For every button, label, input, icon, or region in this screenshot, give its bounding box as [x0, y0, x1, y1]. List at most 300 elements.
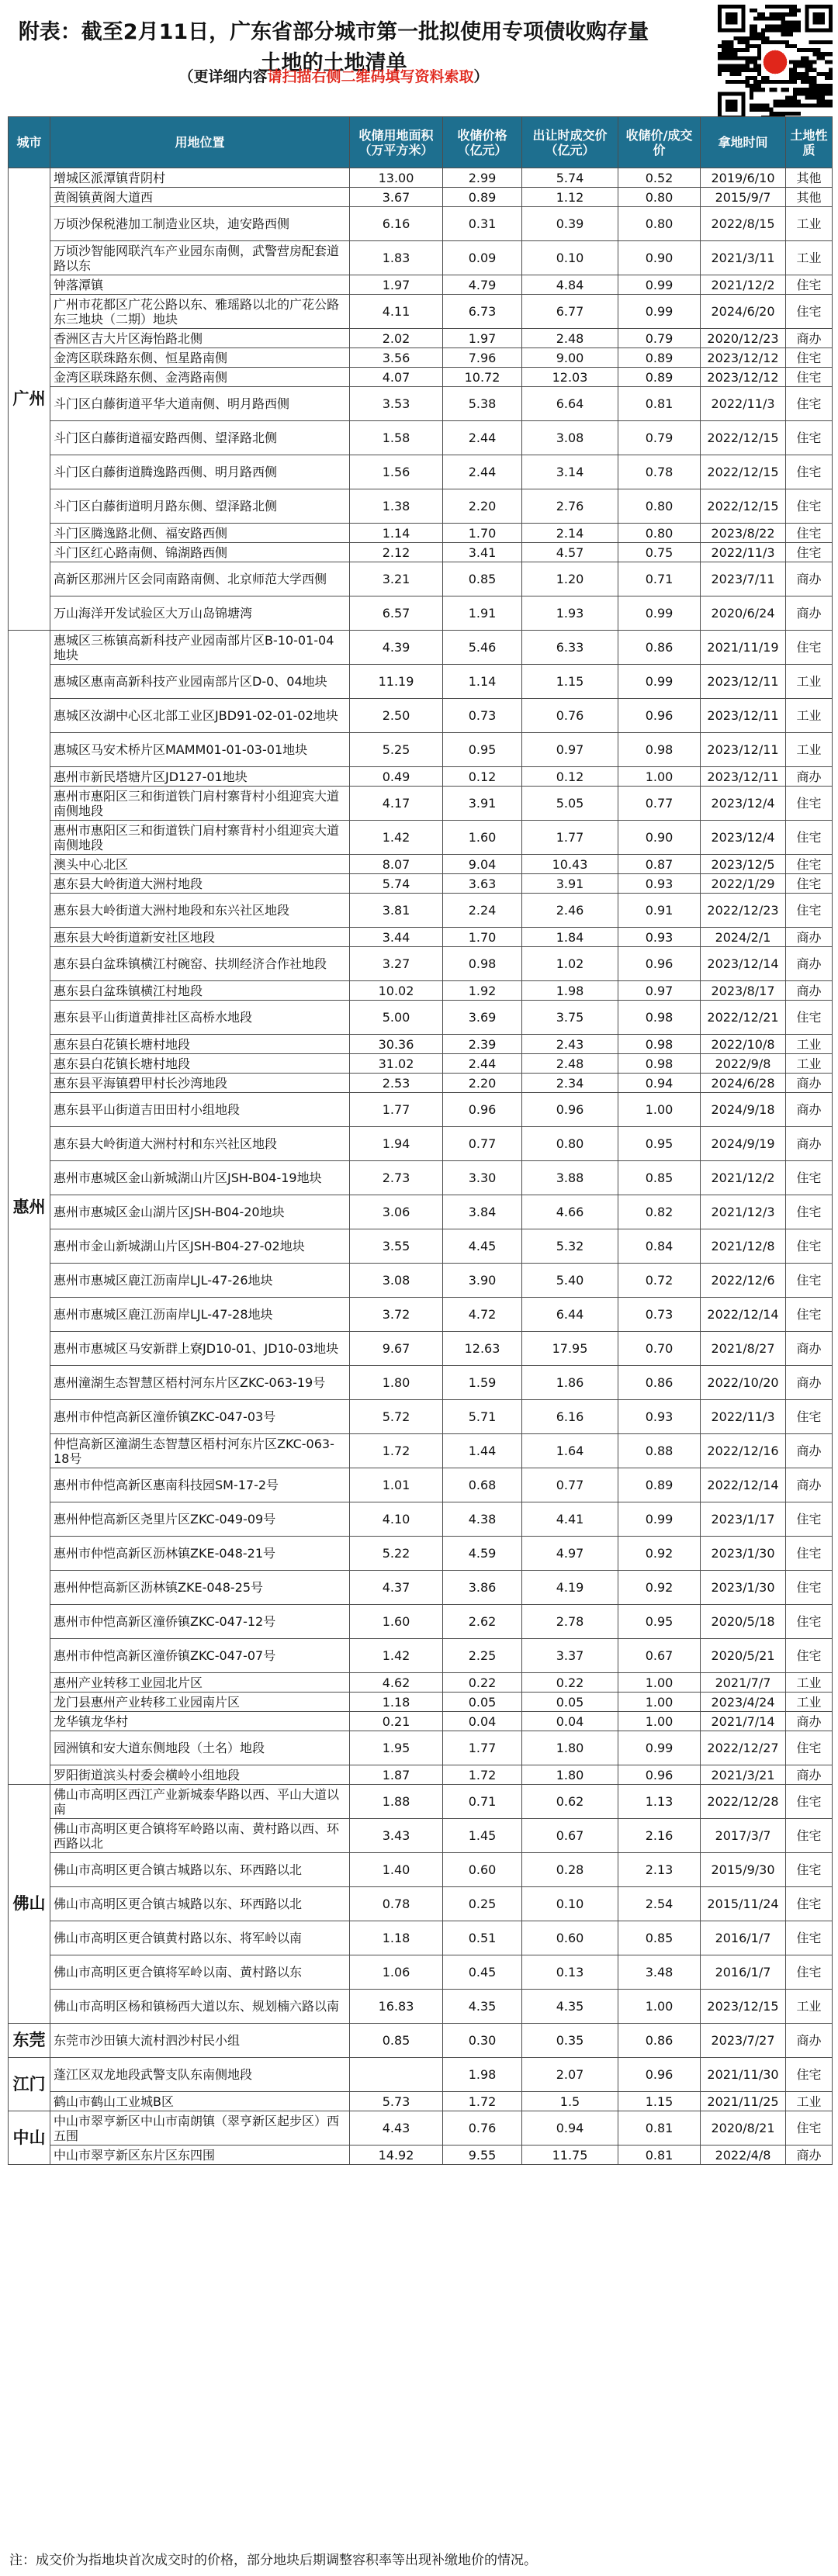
- location-cell: 惠东县白花镇长塘村地段: [50, 1035, 350, 1054]
- table-row: [9, 631, 833, 665]
- type-cell: 工业: [786, 665, 833, 699]
- price-cell: 3.90: [443, 1264, 522, 1298]
- location-cell: 惠城区惠南高新科技产业园南部片区D-0、04地块: [50, 665, 350, 699]
- price-cell: 0.60: [443, 1853, 522, 1887]
- date-cell: 2016/1/7: [701, 1955, 786, 1990]
- price-cell: 0.68: [443, 1468, 522, 1502]
- location-cell: 佛山市高明区更合镇将军岭路以南、黄村路以西、环西路以北: [50, 1819, 350, 1853]
- deal-price-cell: 2.48: [522, 329, 618, 348]
- location-cell: 惠州产业转移工业园北片区: [50, 1673, 350, 1693]
- price-cell: 3.91: [443, 787, 522, 821]
- price-cell: 0.95: [443, 733, 522, 767]
- location-cell: 佛山市高明区西江产业新城泰华路以西、平山大道以南: [50, 1785, 350, 1819]
- date-cell: 2022/11/3: [701, 387, 786, 421]
- table-row: [9, 1853, 833, 1887]
- column-header: 收储价/成交价: [618, 117, 701, 168]
- price-cell: 2.44: [443, 1054, 522, 1074]
- area-cell: 0.49: [350, 767, 443, 787]
- ratio-cell: 0.91: [618, 894, 701, 928]
- date-cell: 2023/8/17: [701, 981, 786, 1001]
- type-cell: 住宅: [786, 1537, 833, 1571]
- price-cell: 6.73: [443, 295, 522, 329]
- price-cell: 1.70: [443, 928, 522, 947]
- price-cell: 1.60: [443, 821, 522, 855]
- date-cell: 2021/3/11: [701, 241, 786, 275]
- area-cell: 1.18: [350, 1693, 443, 1712]
- location-cell: 惠州市仲恺高新区潼侨镇ZKC-047-03号: [50, 1400, 350, 1434]
- type-cell: 工业: [786, 1035, 833, 1054]
- table-row: [9, 368, 833, 387]
- price-cell: 0.30: [443, 2024, 522, 2058]
- ratio-cell: 0.98: [618, 1035, 701, 1054]
- deal-price-cell: 4.66: [522, 1195, 618, 1229]
- ratio-cell: 0.86: [618, 2024, 701, 2058]
- column-header: 用地位置: [50, 117, 350, 168]
- location-cell: 惠州潼湖生态智慧区梧村河东片区ZKC-063-19号: [50, 1366, 350, 1400]
- price-cell: 1.72: [443, 1765, 522, 1785]
- area-cell: 3.67: [350, 188, 443, 207]
- location-cell: 惠东县平山街道吉田田村小组地段: [50, 1093, 350, 1127]
- area-cell: 0.85: [350, 2024, 443, 2058]
- type-cell: 住宅: [786, 1887, 833, 1921]
- area-cell: 5.25: [350, 733, 443, 767]
- table-row: [9, 699, 833, 733]
- table-row: [9, 894, 833, 928]
- area-cell: 3.81: [350, 894, 443, 928]
- date-cell: 2016/1/7: [701, 1921, 786, 1955]
- city-cell: 佛山: [9, 1785, 50, 2024]
- city-cell: 惠州: [9, 631, 50, 1785]
- table-row: [9, 1035, 833, 1054]
- location-cell: 惠州市仲恺高新区潼侨镇ZKC-047-07号: [50, 1639, 350, 1673]
- location-cell: 惠东县白花镇长塘村地段: [50, 1054, 350, 1074]
- type-cell: 商办: [786, 1093, 833, 1127]
- area-cell: 11.19: [350, 665, 443, 699]
- location-cell: 惠东县大岭街道大洲村地段: [50, 874, 350, 894]
- ratio-cell: 0.99: [618, 275, 701, 295]
- table-row: [9, 1468, 833, 1502]
- ratio-cell: 0.96: [618, 947, 701, 981]
- location-cell: 斗门区白藤街道明月路东侧、望泽路北侧: [50, 489, 350, 524]
- type-cell: 住宅: [786, 1819, 833, 1853]
- deal-price-cell: 2.34: [522, 1074, 618, 1093]
- deal-price-cell: 6.33: [522, 631, 618, 665]
- price-cell: 1.72: [443, 2092, 522, 2111]
- ratio-cell: 1.00: [618, 1673, 701, 1693]
- date-cell: 2022/9/8: [701, 1054, 786, 1074]
- area-cell: 3.72: [350, 1298, 443, 1332]
- ratio-cell: 0.71: [618, 562, 701, 596]
- deal-price-cell: 0.97: [522, 733, 618, 767]
- land-table: [8, 116, 833, 2165]
- date-cell: 2023/1/30: [701, 1537, 786, 1571]
- ratio-cell: 0.99: [618, 665, 701, 699]
- deal-price-cell: 1.86: [522, 1366, 618, 1400]
- ratio-cell: 2.16: [618, 1819, 701, 1853]
- price-cell: 0.04: [443, 1712, 522, 1731]
- ratio-cell: 0.75: [618, 543, 701, 562]
- price-cell: 2.62: [443, 1605, 522, 1639]
- location-cell: 惠东县白盆珠镇横江村碗窑、扶圳经济合作社地段: [50, 947, 350, 981]
- document-subtitle: [16, 65, 652, 88]
- type-cell: 商办: [786, 947, 833, 981]
- footnote: 注：成交价为指地块首次成交时的价格，部分地块后期调整容积率等出现补缴地价的情况。: [9, 2553, 537, 2568]
- type-cell: 商办: [786, 1074, 833, 1093]
- deal-price-cell: 1.93: [522, 596, 618, 631]
- type-cell: 住宅: [786, 1195, 833, 1229]
- type-cell: 住宅: [786, 1502, 833, 1537]
- area-cell: 1.72: [350, 1434, 443, 1468]
- type-cell: 商办: [786, 2146, 833, 2165]
- type-cell: 工业: [786, 1693, 833, 1712]
- price-cell: 5.38: [443, 387, 522, 421]
- type-cell: 工业: [786, 1054, 833, 1074]
- type-cell: 住宅: [786, 2111, 833, 2146]
- deal-price-cell: 6.77: [522, 295, 618, 329]
- date-cell: 2021/3/21: [701, 1765, 786, 1785]
- deal-price-cell: 0.76: [522, 699, 618, 733]
- date-cell: 2024/9/19: [701, 1127, 786, 1161]
- deal-price-cell: 11.75: [522, 2146, 618, 2165]
- area-cell: 3.44: [350, 928, 443, 947]
- qr-code-icon[interactable]: [718, 5, 833, 119]
- type-cell: 商办: [786, 928, 833, 947]
- table-row: [9, 524, 833, 543]
- ratio-cell: 0.79: [618, 329, 701, 348]
- date-cell: 2022/11/3: [701, 543, 786, 562]
- type-cell: 住宅: [786, 631, 833, 665]
- ratio-cell: 0.96: [618, 2058, 701, 2092]
- table-row: [9, 787, 833, 821]
- table-row: [9, 562, 833, 596]
- location-cell: 惠城区马安术桥片区MAMM01-01-03-01地块: [50, 733, 350, 767]
- location-cell: 佛山市高明区更合镇黄村路以东、将军岭以南: [50, 1921, 350, 1955]
- type-cell: 商办: [786, 767, 833, 787]
- location-cell: 惠东县平山街道黄排社区高桥水地段: [50, 1001, 350, 1035]
- price-cell: 1.70: [443, 524, 522, 543]
- type-cell: 住宅: [786, 821, 833, 855]
- date-cell: 2024/6/28: [701, 1074, 786, 1093]
- type-cell: 住宅: [786, 1731, 833, 1765]
- price-cell: 9.55: [443, 2146, 522, 2165]
- deal-price-cell: 0.77: [522, 1468, 618, 1502]
- table-row: [9, 1887, 833, 1921]
- price-cell: 2.44: [443, 455, 522, 489]
- table-row: [9, 1712, 833, 1731]
- table-row: [9, 874, 833, 894]
- location-cell: 惠东县大岭街道新安社区地段: [50, 928, 350, 947]
- area-cell: 8.07: [350, 855, 443, 874]
- deal-price-cell: 4.57: [522, 543, 618, 562]
- ratio-cell: 0.92: [618, 1571, 701, 1605]
- area-cell: 6.16: [350, 207, 443, 241]
- area-cell: 3.55: [350, 1229, 443, 1264]
- ratio-cell: 0.94: [618, 1074, 701, 1093]
- date-cell: 2019/6/10: [701, 168, 786, 188]
- type-cell: 商办: [786, 1366, 833, 1400]
- type-cell: 住宅: [786, 489, 833, 524]
- area-cell: 1.40: [350, 1853, 443, 1887]
- location-cell: 仲恺高新区潼湖生态智慧区梧村河东片区ZKC-063-18号: [50, 1434, 350, 1468]
- price-cell: 1.14: [443, 665, 522, 699]
- table-row: [9, 1502, 833, 1537]
- table-row: [9, 489, 833, 524]
- date-cell: 2021/11/30: [701, 2058, 786, 2092]
- type-cell: 住宅: [786, 421, 833, 455]
- table-row: [9, 1001, 833, 1035]
- city-cell: 中山: [9, 2111, 50, 2165]
- area-cell: 1.42: [350, 821, 443, 855]
- table-row: [9, 1990, 833, 2024]
- table-row: [9, 188, 833, 207]
- deal-price-cell: 1.15: [522, 665, 618, 699]
- location-cell: 香洲区吉大片区海怡路北侧: [50, 329, 350, 348]
- header-row: [9, 117, 833, 168]
- table-row: [9, 1074, 833, 1093]
- area-cell: 1.60: [350, 1605, 443, 1639]
- price-cell: 0.98: [443, 947, 522, 981]
- type-cell: 住宅: [786, 874, 833, 894]
- deal-price-cell: 0.62: [522, 1785, 618, 1819]
- deal-price-cell: 2.76: [522, 489, 618, 524]
- price-cell: 0.96: [443, 1093, 522, 1127]
- area-cell: 2.53: [350, 1074, 443, 1093]
- table-row: [9, 1639, 833, 1673]
- deal-price-cell: 0.67: [522, 1819, 618, 1853]
- location-cell: 东莞市沙田镇大流村泗沙村民小组: [50, 2024, 350, 2058]
- table-row: [9, 733, 833, 767]
- deal-price-cell: 1.5: [522, 2092, 618, 2111]
- deal-price-cell: 1.20: [522, 562, 618, 596]
- ratio-cell: 0.99: [618, 1731, 701, 1765]
- ratio-cell: 0.93: [618, 874, 701, 894]
- location-cell: 惠州市新民塔塘片区JD127-01地块: [50, 767, 350, 787]
- price-cell: 0.31: [443, 207, 522, 241]
- date-cell: 2022/12/15: [701, 455, 786, 489]
- ratio-cell: 0.88: [618, 1434, 701, 1468]
- ratio-cell: 0.95: [618, 1127, 701, 1161]
- table-row: [9, 2058, 833, 2092]
- subtitle-prefix: （更详细内容: [178, 68, 268, 85]
- table-row: [9, 295, 833, 329]
- ratio-cell: 1.00: [618, 1093, 701, 1127]
- deal-price-cell: 0.13: [522, 1955, 618, 1990]
- column-header: 城市: [9, 117, 50, 168]
- date-cell: 2022/8/15: [701, 207, 786, 241]
- area-cell: 1.97: [350, 275, 443, 295]
- price-cell: 0.73: [443, 699, 522, 733]
- table-row: [9, 1955, 833, 1990]
- ratio-cell: 1.00: [618, 1990, 701, 2024]
- price-cell: 10.72: [443, 368, 522, 387]
- date-cell: 2020/5/18: [701, 1605, 786, 1639]
- ratio-cell: 0.72: [618, 1264, 701, 1298]
- location-cell: 龙门县惠州产业转移工业园南片区: [50, 1693, 350, 1712]
- price-cell: 1.91: [443, 596, 522, 631]
- ratio-cell: 1.00: [618, 767, 701, 787]
- type-cell: 其他: [786, 188, 833, 207]
- price-cell: 3.41: [443, 543, 522, 562]
- location-cell: 万顷沙保税港加工制造业区块，迪安路西侧: [50, 207, 350, 241]
- date-cell: 2021/12/8: [701, 1229, 786, 1264]
- table-row: [9, 1229, 833, 1264]
- deal-price-cell: 5.40: [522, 1264, 618, 1298]
- deal-price-cell: 0.10: [522, 1887, 618, 1921]
- date-cell: 2024/9/18: [701, 1093, 786, 1127]
- table-row: [9, 1298, 833, 1332]
- location-cell: 惠东县大岭街道大洲村村和东兴社区地段: [50, 1127, 350, 1161]
- price-cell: 0.22: [443, 1673, 522, 1693]
- type-cell: 住宅: [786, 1605, 833, 1639]
- table-row: [9, 2111, 833, 2146]
- price-cell: 1.97: [443, 329, 522, 348]
- date-cell: 2023/7/11: [701, 562, 786, 596]
- date-cell: 2022/4/8: [701, 2146, 786, 2165]
- deal-price-cell: 2.46: [522, 894, 618, 928]
- location-cell: 惠州市惠城区鹿江沥南岸LJL-47-28地块: [50, 1298, 350, 1332]
- location-cell: 惠州市仲恺高新区潼侨镇ZKC-047-12号: [50, 1605, 350, 1639]
- ratio-cell: 2.13: [618, 1853, 701, 1887]
- date-cell: 2022/10/8: [701, 1035, 786, 1054]
- area-cell: 1.56: [350, 455, 443, 489]
- date-cell: 2023/12/14: [701, 947, 786, 981]
- date-cell: 2021/7/7: [701, 1673, 786, 1693]
- ratio-cell: 0.86: [618, 631, 701, 665]
- location-cell: 中山市翠亨新区东片区东四围: [50, 2146, 350, 2165]
- deal-price-cell: 6.64: [522, 387, 618, 421]
- table-body: [9, 168, 833, 2165]
- deal-price-cell: 1.80: [522, 1731, 618, 1765]
- type-cell: 住宅: [786, 368, 833, 387]
- city-cell: 东莞: [9, 2024, 50, 2058]
- type-cell: 住宅: [786, 855, 833, 874]
- location-cell: 万山海洋开发试验区大万山岛锦塘湾: [50, 596, 350, 631]
- area-cell: 1.88: [350, 1785, 443, 1819]
- location-cell: 佛山市高明区杨和镇杨西大道以东、规划楠六路以南: [50, 1990, 350, 2024]
- location-cell: 高新区那洲片区会同南路南侧、北京师范大学西侧: [50, 562, 350, 596]
- type-cell: 住宅: [786, 543, 833, 562]
- ratio-cell: 0.89: [618, 1468, 701, 1502]
- type-cell: 商办: [786, 1127, 833, 1161]
- location-cell: 斗门区红心路南侧、锦湖路西侧: [50, 543, 350, 562]
- table-row: [9, 1537, 833, 1571]
- table-row: [9, 2146, 833, 2165]
- type-cell: 住宅: [786, 1921, 833, 1955]
- location-cell: 惠州市仲恺高新区惠南科技园SM-17-2号: [50, 1468, 350, 1502]
- type-cell: 商办: [786, 1468, 833, 1502]
- area-cell: 2.12: [350, 543, 443, 562]
- area-cell: [350, 2058, 443, 2092]
- deal-price-cell: 3.14: [522, 455, 618, 489]
- table-row: [9, 665, 833, 699]
- type-cell: 商办: [786, 1765, 833, 1785]
- price-cell: 0.51: [443, 1921, 522, 1955]
- deal-price-cell: 1.84: [522, 928, 618, 947]
- deal-price-cell: 6.44: [522, 1298, 618, 1332]
- area-cell: 1.14: [350, 524, 443, 543]
- table-row: [9, 168, 833, 188]
- area-cell: 31.02: [350, 1054, 443, 1074]
- date-cell: 2021/11/19: [701, 631, 786, 665]
- location-cell: 斗门区白藤街道腾逸路西侧、明月路西侧: [50, 455, 350, 489]
- deal-price-cell: 10.43: [522, 855, 618, 874]
- date-cell: 2021/12/3: [701, 1195, 786, 1229]
- price-cell: 1.98: [443, 2058, 522, 2092]
- city-cell: 江门: [9, 2058, 50, 2111]
- deal-price-cell: 3.88: [522, 1161, 618, 1195]
- ratio-cell: 0.85: [618, 1161, 701, 1195]
- type-cell: 住宅: [786, 387, 833, 421]
- ratio-cell: 0.70: [618, 1332, 701, 1366]
- table-row: [9, 421, 833, 455]
- area-cell: 3.53: [350, 387, 443, 421]
- ratio-cell: 0.80: [618, 524, 701, 543]
- area-cell: 4.10: [350, 1502, 443, 1537]
- price-cell: 4.38: [443, 1502, 522, 1537]
- location-cell: 黄阁镇黄阁大道西: [50, 188, 350, 207]
- date-cell: 2023/12/11: [701, 665, 786, 699]
- deal-price-cell: 3.08: [522, 421, 618, 455]
- area-cell: 1.80: [350, 1366, 443, 1400]
- ratio-cell: 0.98: [618, 1054, 701, 1074]
- type-cell: 住宅: [786, 1264, 833, 1298]
- deal-price-cell: 0.22: [522, 1673, 618, 1693]
- ratio-cell: 0.99: [618, 1502, 701, 1537]
- ratio-cell: 0.77: [618, 787, 701, 821]
- deal-price-cell: 1.64: [522, 1434, 618, 1468]
- price-cell: 4.35: [443, 1990, 522, 2024]
- area-cell: 4.11: [350, 295, 443, 329]
- area-cell: 0.21: [350, 1712, 443, 1731]
- column-header: 收储价格（亿元）: [443, 117, 522, 168]
- price-cell: 2.44: [443, 421, 522, 455]
- ratio-cell: 0.90: [618, 821, 701, 855]
- area-cell: 1.42: [350, 1639, 443, 1673]
- area-cell: 5.00: [350, 1001, 443, 1035]
- table-header: [9, 117, 833, 168]
- date-cell: 2023/12/5: [701, 855, 786, 874]
- type-cell: 住宅: [786, 1229, 833, 1264]
- area-cell: 4.39: [350, 631, 443, 665]
- area-cell: 1.18: [350, 1921, 443, 1955]
- table-row: [9, 1195, 833, 1229]
- area-cell: 1.87: [350, 1765, 443, 1785]
- area-cell: 1.58: [350, 421, 443, 455]
- city-cell: 广州: [9, 168, 50, 631]
- type-cell: 住宅: [786, 524, 833, 543]
- table-row: [9, 1785, 833, 1819]
- ratio-cell: 0.73: [618, 1298, 701, 1332]
- table-row: [9, 455, 833, 489]
- date-cell: 2020/6/24: [701, 596, 786, 631]
- area-cell: 1.94: [350, 1127, 443, 1161]
- area-cell: 3.06: [350, 1195, 443, 1229]
- date-cell: 2021/11/25: [701, 2092, 786, 2111]
- area-cell: 5.74: [350, 874, 443, 894]
- deal-price-cell: 4.19: [522, 1571, 618, 1605]
- price-cell: 0.71: [443, 1785, 522, 1819]
- price-cell: 1.92: [443, 981, 522, 1001]
- type-cell: 住宅: [786, 1853, 833, 1887]
- date-cell: 2015/9/30: [701, 1853, 786, 1887]
- ratio-cell: 1.00: [618, 1712, 701, 1731]
- type-cell: 住宅: [786, 787, 833, 821]
- location-cell: 金湾区联珠路东侧、金湾路南侧: [50, 368, 350, 387]
- table-row: [9, 981, 833, 1001]
- deal-price-cell: 0.39: [522, 207, 618, 241]
- ratio-cell: 0.86: [618, 1366, 701, 1400]
- type-cell: 工业: [786, 1990, 833, 2024]
